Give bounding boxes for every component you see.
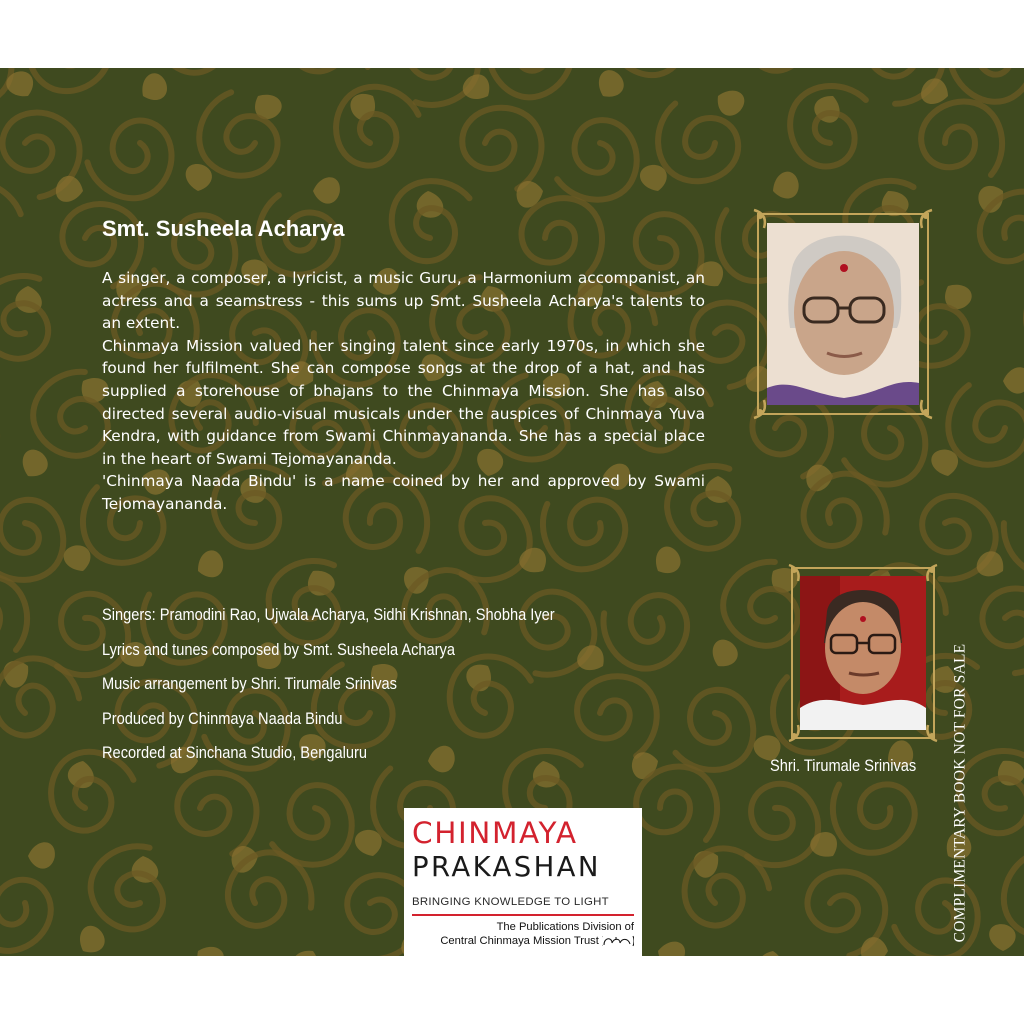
leaf-ornament [192, 547, 229, 584]
logo-trust-text: Central Chinmaya Mission Trust [440, 935, 599, 947]
spine-notice [945, 613, 975, 956]
leaf-ornament [185, 163, 213, 192]
swirl-ornament [452, 96, 553, 193]
credit-recording-studio: Recorded at Sinchana Studio, Bengaluru [102, 743, 367, 762]
leaf-ornament [974, 547, 1008, 581]
swirl-ornament [1012, 264, 1024, 368]
swirl-ornament [636, 767, 717, 840]
swirl-ornament [995, 483, 1024, 590]
publisher-logo [404, 808, 642, 956]
portrait-tirumale-srinivas [787, 563, 939, 743]
logo-brand-name: CHINMAYA [412, 816, 578, 850]
leaf-ornament [627, 747, 663, 782]
not-for-sale-text: COMPLIMENTARY BOOK NOT FOR SALE [951, 643, 969, 943]
leaf-ornament [657, 940, 686, 956]
swirl-ornament [0, 577, 27, 650]
leaf-ornament [708, 637, 742, 671]
leaf-ornament [192, 941, 228, 956]
leaf-ornament [768, 168, 804, 204]
bio-paragraph: 'Chinmaya Naada Bindu' is a name coined by her and approved by Swami Tejomayananda. [102, 472, 705, 513]
leaf-ornament [56, 176, 83, 202]
swirl-ornament [921, 102, 1002, 175]
swirl-ornament [0, 865, 62, 956]
logo-sub-brand: PRAKASHAN [412, 851, 601, 883]
leaf-ornament [74, 922, 110, 956]
credit-producer: Produced by Chinmaya Naada Bindu [102, 708, 343, 728]
back-cover [0, 68, 1024, 956]
leaf-ornament [758, 951, 784, 956]
leaf-ornament [135, 69, 173, 107]
swirl-ornament [81, 105, 188, 213]
swirl-ornament [0, 168, 26, 275]
logo-trust-line [412, 934, 634, 948]
swirl-ornament [25, 68, 112, 94]
album-credits [102, 605, 584, 778]
swirl-ornament [792, 855, 900, 956]
leaf-ornament [26, 841, 57, 871]
trust-emblem-icon [602, 935, 634, 947]
logo-divider [412, 914, 634, 916]
swirl-ornament [281, 68, 378, 85]
swirl-ornament [554, 112, 646, 209]
swirl-ornament [0, 494, 70, 587]
portrait-susheela-acharya [752, 208, 934, 420]
swirl-ornament [0, 388, 11, 492]
swirl-ornament [322, 74, 423, 178]
leaf-ornament [289, 946, 323, 956]
swirl-ornament [385, 175, 471, 268]
logo-tagline: BRINGING KNOWLEDGE TO LIGHT [412, 896, 609, 908]
credit-singers: Singers: Pramodini Rao, Ujwala Acharya, Sidhi Krishnan, Shobha Iyer [102, 605, 555, 624]
leaf-ornament [311, 176, 342, 206]
leaf-ornament [593, 68, 628, 102]
bio-paragraph: A singer, a composer, a lyricist, a music Guru, a Harmonium accompanist, an actress and a seamstress - this sums up Smt. Susheela Acharya's talents to an extent. [102, 269, 705, 333]
swirl-ornament [480, 68, 584, 110]
leaf-ornament [459, 69, 495, 105]
swirl-ornament [828, 772, 921, 858]
photo-caption: Shri. Tirumale Srinivas [770, 756, 917, 775]
swirl-ornament [0, 268, 63, 369]
swirl-ornament [787, 82, 867, 169]
swirl-ornament [0, 643, 86, 752]
credit-music-arrangement: Music arrangement by Shri. Tirumale Srinivas [102, 674, 397, 693]
swirl-ornament [595, 578, 702, 682]
leaf-ornament [649, 543, 686, 580]
swirl-ornament [0, 752, 7, 856]
logo-division-text: The Publications Division of [496, 921, 634, 933]
credit-lyrics: Lyrics and tunes composed by Smt. Susheela Acharya [102, 639, 455, 659]
leaf-ornament [1001, 366, 1024, 396]
swirl-ornament [668, 833, 776, 942]
leaf-ornament [713, 86, 747, 120]
swirl-ornament [741, 781, 821, 868]
swirl-ornament [889, 866, 993, 956]
bio-paragraph: Chinmaya Mission valued her singing talent since early 1970s, in which she found her fulfilment. She can compose songs at the drop of a hat, and has supplied a storehouse of bhajans to the Chinmaya Mission. She has also directed several audio-visual musicals under the auspices of Chinmaya Yuva Kendra, with guidance from Swami Chinmayananda. She has a special place in the heart of Swami Tejomayananda. [102, 336, 705, 468]
swirl-ornament [674, 684, 760, 777]
swirl-ornament [942, 68, 1024, 118]
swirl-ornament [269, 777, 361, 874]
artist-biography [102, 267, 705, 516]
leaf-ornament [18, 447, 52, 481]
leaf-ornament [860, 936, 889, 956]
artist-heading: Smt. Susheela Acharya [102, 216, 345, 241]
